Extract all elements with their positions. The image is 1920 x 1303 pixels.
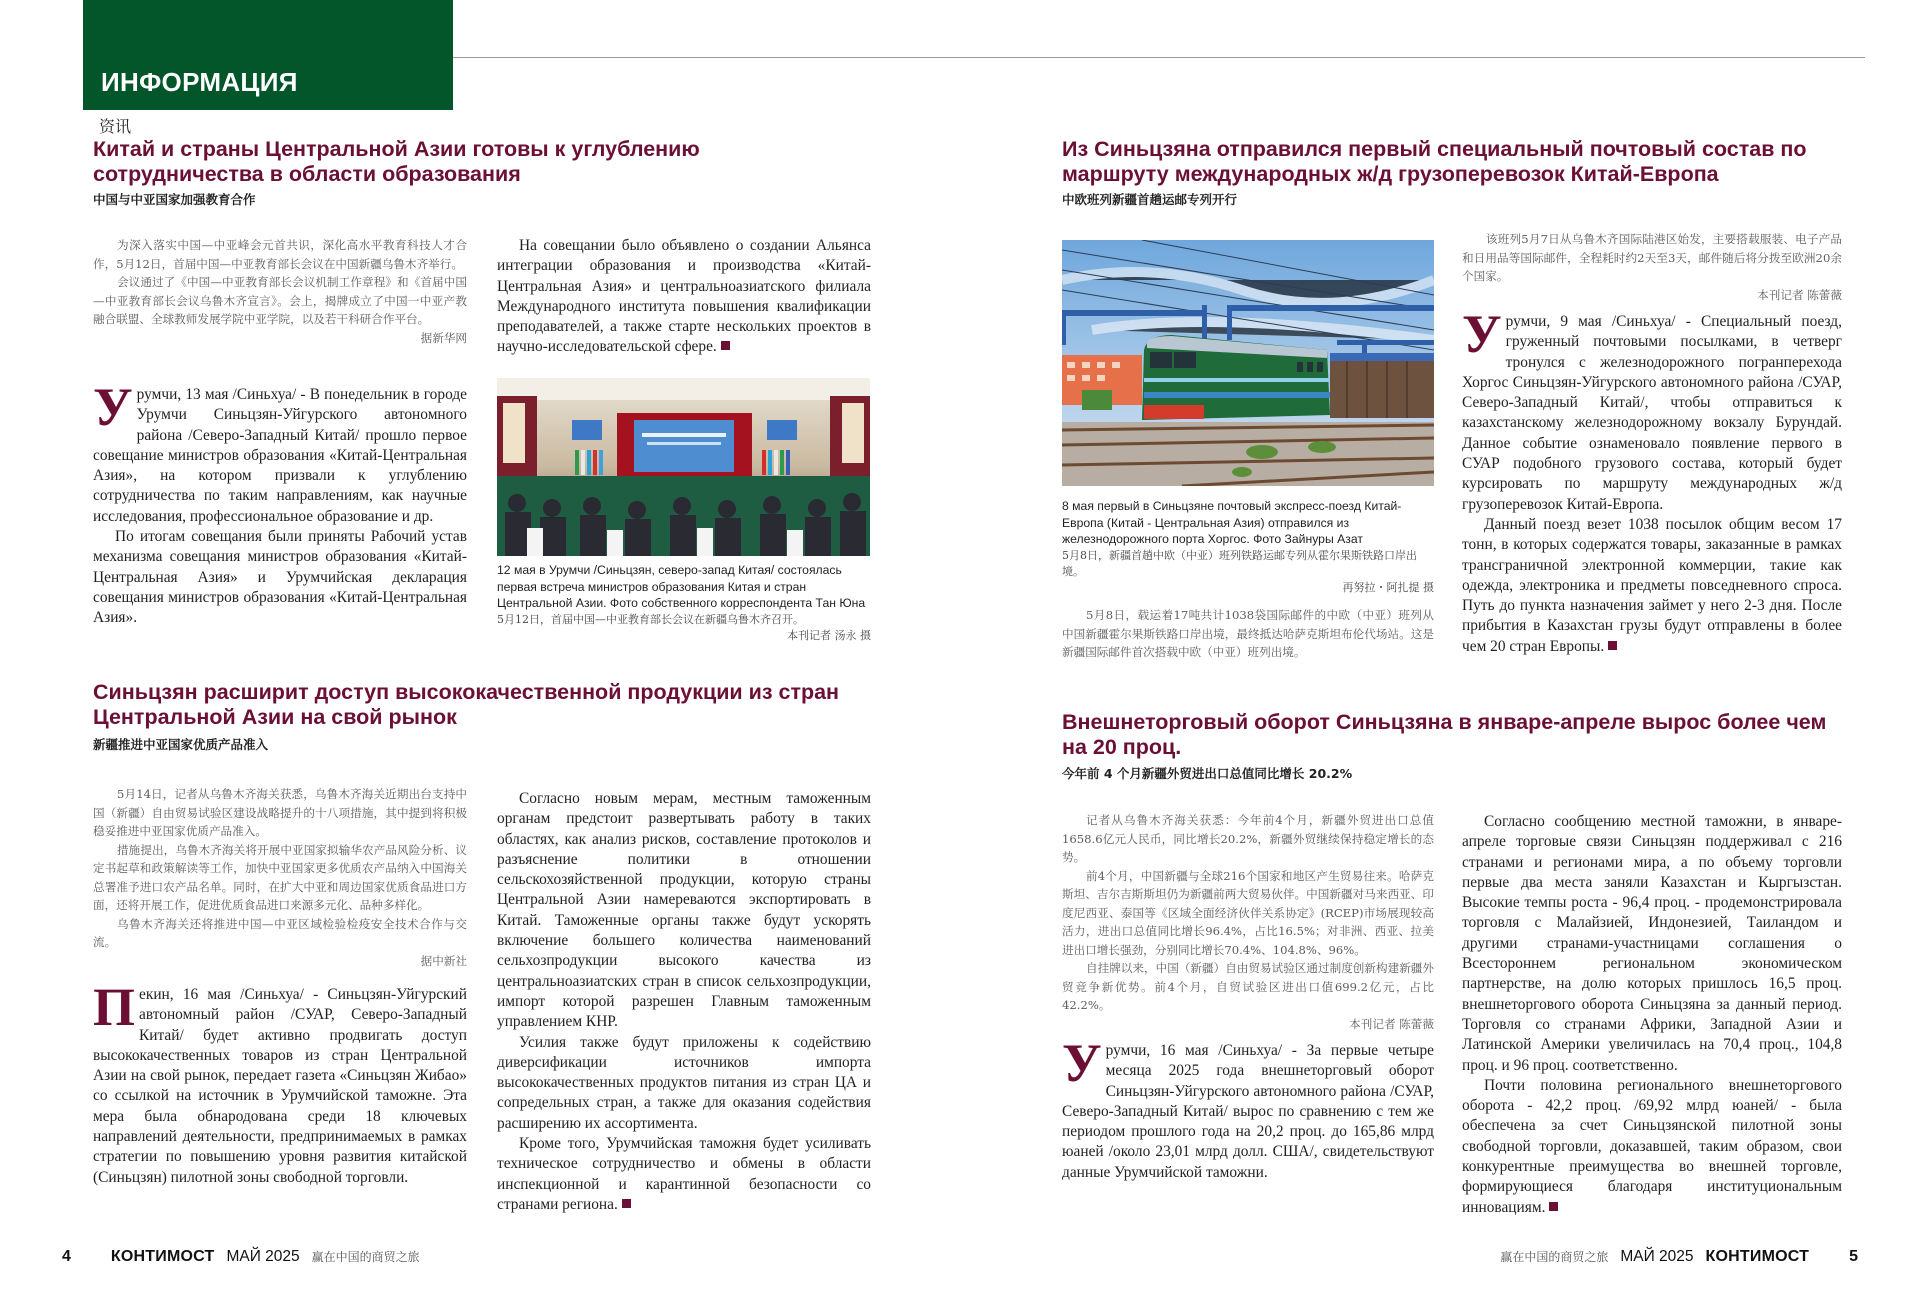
header-rule [453,57,1865,58]
article-4-headline: Внешнеторговый оборот Синьцзяна в январе-апреле вырос более чем на 20 проц. [1062,710,1827,759]
article-4-cn-text [1062,811,1434,1033]
section-title: ИНФОРМАЦИЯ [101,67,298,97]
cn-paragraph: 自挂牌以来，中国（新疆）自由贸易试验区通过制度创新构建新疆外贸竞争新优势。前4个月，自贸试验区进出口值699.2亿元，占比42.2%。 [1062,961,1434,1012]
article-1-subhead-cn: 中国与中亚国家加强教育合作 [93,192,256,207]
body-paragraph: Данный поезд везет 1038 посылок общим весом 17 тонн, в которых содержатся товары, заказанные в рамках трансграничной электронной коммерции, такие как одежда, электроника и предметы повседневного спроса. Путь до пункта назначения займет у него 2-3 дня. После прибытия в Казахстан грузы будут отправлены в более чем 20 стран Европы. [1462,515,1842,655]
body-paragraph: Почти половина регионального внешнеторгового оборота - 42,2 проц. /69,92 млрд юаней/ - была обеспечена за счет Синьцзянской пилотной зоны свободной торговли, доказавшей, таким образом, свои конкурентные преимущества во внешней торговле, формирующиеся благодаря институциональным инновациям. [1462,1076,1842,1216]
lead-paragraph [93,977,467,1188]
body-paragraph: Усилия также будут приложены к содействию диверсификации источников импорта высококачественных продуктов питания из стран ЦА и сопредельных стран, а также для оказания содействия расширению их ассортимента. [497,1033,871,1132]
cn-paragraph: 为深入落实中国—中亚峰会元首共识，深化高水平教育科技人才合作，5月12日，首届中国—中亚教育部长会议在中国新疆乌鲁木齐举行。 [93,238,467,271]
lead-paragraph [1062,1033,1434,1183]
end-mark-icon [721,341,730,350]
lead-paragraph [1462,304,1842,515]
body-paragraph: На совещании было объявлено о создании Альянса интеграции образования и производства «Китай-Центральная Азия» и центральноазиатского филиала Международного института повышения квалификации преподавателей, а также старте нескольких проектов в научно-исследовательской сфере. [497,237,871,356]
body-paragraph: Кроме того, Урумчийская таможня будет усиливать техническое сотрудничество и обмены в области инспекционной и карантинной безопасности со странами региона. [497,1135,871,1213]
page-number: 4 [62,1248,71,1265]
article-3-photo-caption [1062,498,1434,596]
dropcap: У [1462,304,1502,364]
photo-credit-cn: 本刊记者 汤永 摄 [787,628,871,642]
article-3-body [1462,304,1842,657]
photo-caption-text: 8 мая первый в Синьцзяне почтовый экспресс-поезд Китай-Европа (Китай - Центральная Азия) отправился из железнодорожного порта Хоргос. Фото Зайнуры Азат [1062,499,1402,546]
magazine-brand: КОНТИМОСТ [110,1248,215,1265]
article-1-body [93,377,467,629]
article-2-body-col2 [497,789,871,1215]
article-2-body [93,977,467,1188]
cn-credit: 本刊记者 陈蕾薇 [1349,1016,1434,1031]
cn-paragraph: 乌鲁木齐海关还将推进中国—中亚区域检验检疫安全技术合作与交流。 [93,916,467,949]
article-3-cn-text-col1 [1062,606,1434,662]
cn-paragraph: 该班列5月7日从乌鲁木齐国际陆港区始发，主要搭载服装、电子产品和日用品等国际邮件，全程耗时约2天至3天，邮件随后将分拨至欧洲20余个国家。 [1462,232,1842,283]
cn-credit: 据中新社 [420,953,467,968]
body-paragraph: По итогам совещания были приняты Рабочий устав механизма совещания министров образования «Китай-Центральная Азия» и Урумчийская декларация совещания министров образования «Китай-Центральная Азия». [93,528,467,627]
article-4-body-col2 [1462,812,1842,1218]
dropcap: П [93,977,136,1037]
article-1-photo [497,378,870,556]
article-1-body-col2 [497,236,871,358]
photo-caption-cn: 5月12日，首届中国—中亚教育部长会议在新疆乌鲁木齐召开。 本刊记者 汤永 摄 [497,612,871,642]
article-3-subhead-cn: 中欧班列新疆首趟运邮专列开行 [1062,192,1238,207]
issue-date: МАЙ 2025 [1620,1248,1694,1265]
freight-train-photo-icon [1062,240,1434,486]
lead-text: румчи, 13 мая /Синьхуа/ - В понедельник в городе Урумчи Синьцзян-Уйгурского автономного района /Северо-Западный Китай/ прошло первое совещание министров образования «Китай-Центральная Азия», на котором призвали к углублению сотрудничества по таким направлениям, как научные исследования, профессиональное образование и др. [93,386,467,525]
cn-paragraph: 会议通过了《中国—中亚教育部长会议机制工作章程》和《首届中国—中亚教育部长会议乌鲁木齐宣言》。会上，揭牌成立了中国一中亚产教融合联盟、全球教师发展学院中亚学院，以及若干科研合作平台。 [93,275,467,326]
body-paragraph: Согласно новым мерам, местным таможенным органам предстоит развертывать работу в таких областях, как анализ рисков, составление протоколов и разъяснение политики в отношении сельскохозяйственной продукции, которую страны Центральной Азии намереваются экспортировать в Китай. Таможенные органы также будут ускорять включение большего количества наименований сельхозпродукции высокого качества из центральноазиатских стран в список сельхозпродукции, импорт которой разрешен Главным таможенным управлением КНР. [497,790,871,1031]
cn-paragraph: 记者从乌鲁木齐海关获悉：今年前4个月，新疆外贸进出口总值1658.6亿元人民币，同比增长20.2%，新疆外贸继续保持稳定增长的态势。 [1062,813,1434,864]
body-paragraph: Согласно сообщению местной таможни, в январе-апреле торговые связи Синьцзян поддерживал с 216 странами и регионами мира, а по объему торговли первые два места заняли Казахстан и Кыргызстан. Высокие темпы роста - 96,4 проц. - продемонстрировала торговля с Малайзией, Индонезией, Таиландом и другими странами-участницами соглашения о Всестороннем региональном экономическом партнерстве, на долю которых пришлось 16,5 проц. внешнеторгового оборота Синьцзяна за данный период. Торговля со странами Африки, Западной Азии и Латинской Америки увеличилась на 70,4 проц., 104,8 проц. и 96 проц. соответственно. [1462,813,1842,1074]
dropcap: У [1062,1033,1102,1093]
issue-date: МАЙ 2025 [226,1248,300,1265]
page-number: 5 [1849,1248,1858,1265]
footer-right [1500,1248,1858,1266]
article-4-subhead-cn: 今年前 4 个月新疆外贸进出口总值同比增长 20.2% [1062,766,1353,781]
cn-paragraph: 5月8日，载运着17吨共计1038袋国际邮件的中欧（中亚）班列从中国新疆霍尔果斯铁路口岸出境，最终抵达哈萨克斯坦布伦代场站。这是新疆国际邮件首次搭载中欧（中亚）班列出境。 [1062,608,1434,659]
lead-text: румчи, 16 мая /Синьхуа/ - За первые четыре месяца 2025 года внешнеторговый оборот Синьцзян-Уйгурского автономного района /СУАР, Северо-Западный Китай/ вырос по сравнению с тем же периодом прошлого года на 20,2 проц. до 165,86 млрд юаней /около 23,01 млрд долл. США/, свидетельствуют данные Урумчийской таможни. [1062,1042,1434,1181]
footer-left [62,1248,420,1266]
article-4-body [1062,1033,1434,1183]
article-2-headline: Синьцзян расширит доступ высококачественной продукции из стран Центральной Азии на свой рынок [93,680,840,729]
end-mark-icon [622,1199,631,1208]
photo-caption-text: 12 мая в Урумчи /Синьцзян, северо-запад Китая/ состоялась первая встреча министров образования Китая и стран Центральной Азии. Фото собственного корреспондента Тан Юна [497,563,866,610]
cn-paragraph: 5月14日，记者从乌鲁木齐海关获悉，乌鲁木齐海关近期出台支持中国（新疆）自由贸易试验区建设战略提升的十八项措施，其中提到将积极稳妥推进中亚国家优质产品准入。 [93,787,467,838]
magazine-brand: КОНТИМОСТ [1705,1248,1810,1265]
lead-text: екин, 16 мая /Синьхуа/ - Синьцзян-Уйгурский автономный район /СУАР, Северо-Западный Китай/ будет активно продвигать доступ высококачественных товаров из стран Центральной Азии на свой рынок, передает газета «Синьцзян Жибао» со ссылкой на источник в Урумчийской таможне. Эта мера была обнародована среди 18 ключевых направлений деятельности, предпринимаемых в рамках стратегии по повышению уровня развития китайской (Синьцзян) пилотной зоны свободной торговли. [93,986,467,1186]
article-3-headline: Из Синьцзяна отправился первый специальный почтовый состав по маршруту международных ж/д грузоперевозок Китай-Европа [1062,137,1807,186]
slogan-cn: 赢在中国的商贸之旅 [311,1250,420,1264]
dropcap: У [93,377,133,437]
cn-paragraph: 前4个月，中国新疆与全球216个国家和地区产生贸易往来。哈萨克斯坦、吉尔吉斯斯坦仍为新疆前两大贸易伙伴。中国新疆对马来西亚、印度尼西亚、泰国等《区域全面经济伙伴关系协定》(RCEP)市场展现较高活力，进出口总值同比增长96.4%，占比16.5%；对非洲、西亚、拉美进出口增长强劲，分别同比增长70.4%、104.8%、96%。 [1062,868,1434,957]
article-1-headline: Китай и страны Центральной Азии готовы к углублению сотрудничества в области образования [93,137,700,186]
photo-credit-cn: 再努拉・阿扎提 摄 [1342,580,1434,594]
section-band [83,0,453,110]
article-3-cn-text-col2 [1462,230,1842,304]
lead-paragraph [93,377,467,527]
conference-hall-photo-icon [497,378,870,556]
article-1-photo-caption [497,562,871,644]
article-2-subhead-cn: 新疆推进中亚国家优质产品准入 [93,737,269,752]
photo-caption-cn: 5月8日，新疆首趟中欧（中亚）班列铁路运邮专列从霍尔果斯铁路口岸出境。 再努拉・阿扎提 摄 [1062,548,1434,594]
lead-text: румчи, 9 мая /Синьхуа/ - Специальный поезд, груженный почтовыми посылками, в четверг тронулся с железнодорожного погранперехода Хоргос Синьцзян-Уйгурского автономного района /СУАР, Северо-Западный Китай/, чтобы отправиться к казахстанскому железнодорожному вокзалу Бурундай. Данное событие ознаменовало появление первого в СУАР подобного грузового состава, который будет курсировать по маршруту международных ж/д грузоперевозок Китай-Европа. [1462,313,1842,513]
article-3-photo [1062,240,1434,486]
article-1-cn-text [93,236,467,347]
cn-paragraph: 措施提出，乌鲁木齐海关将开展中亚国家拟输华农产品风险分析、议定书起草和政策解读等工作，加快中亚国家更多优质农产品纳入中国海关总署准予进口农产品名单。同时，在扩大中亚和周边国家优质食品进口方面，还将开展工作，促进优质食品进口来源多元化、品种多样化。 [93,842,467,912]
cn-credit: 据新华网 [420,330,467,345]
end-mark-icon [1608,641,1617,650]
section-subtitle-cn: 资讯 [99,117,132,136]
end-mark-icon [1549,1202,1558,1211]
cn-credit: 本刊记者 陈蕾薇 [1757,287,1842,302]
article-2-cn-text [93,785,467,970]
slogan-cn: 赢在中国的商贸之旅 [1500,1250,1609,1264]
